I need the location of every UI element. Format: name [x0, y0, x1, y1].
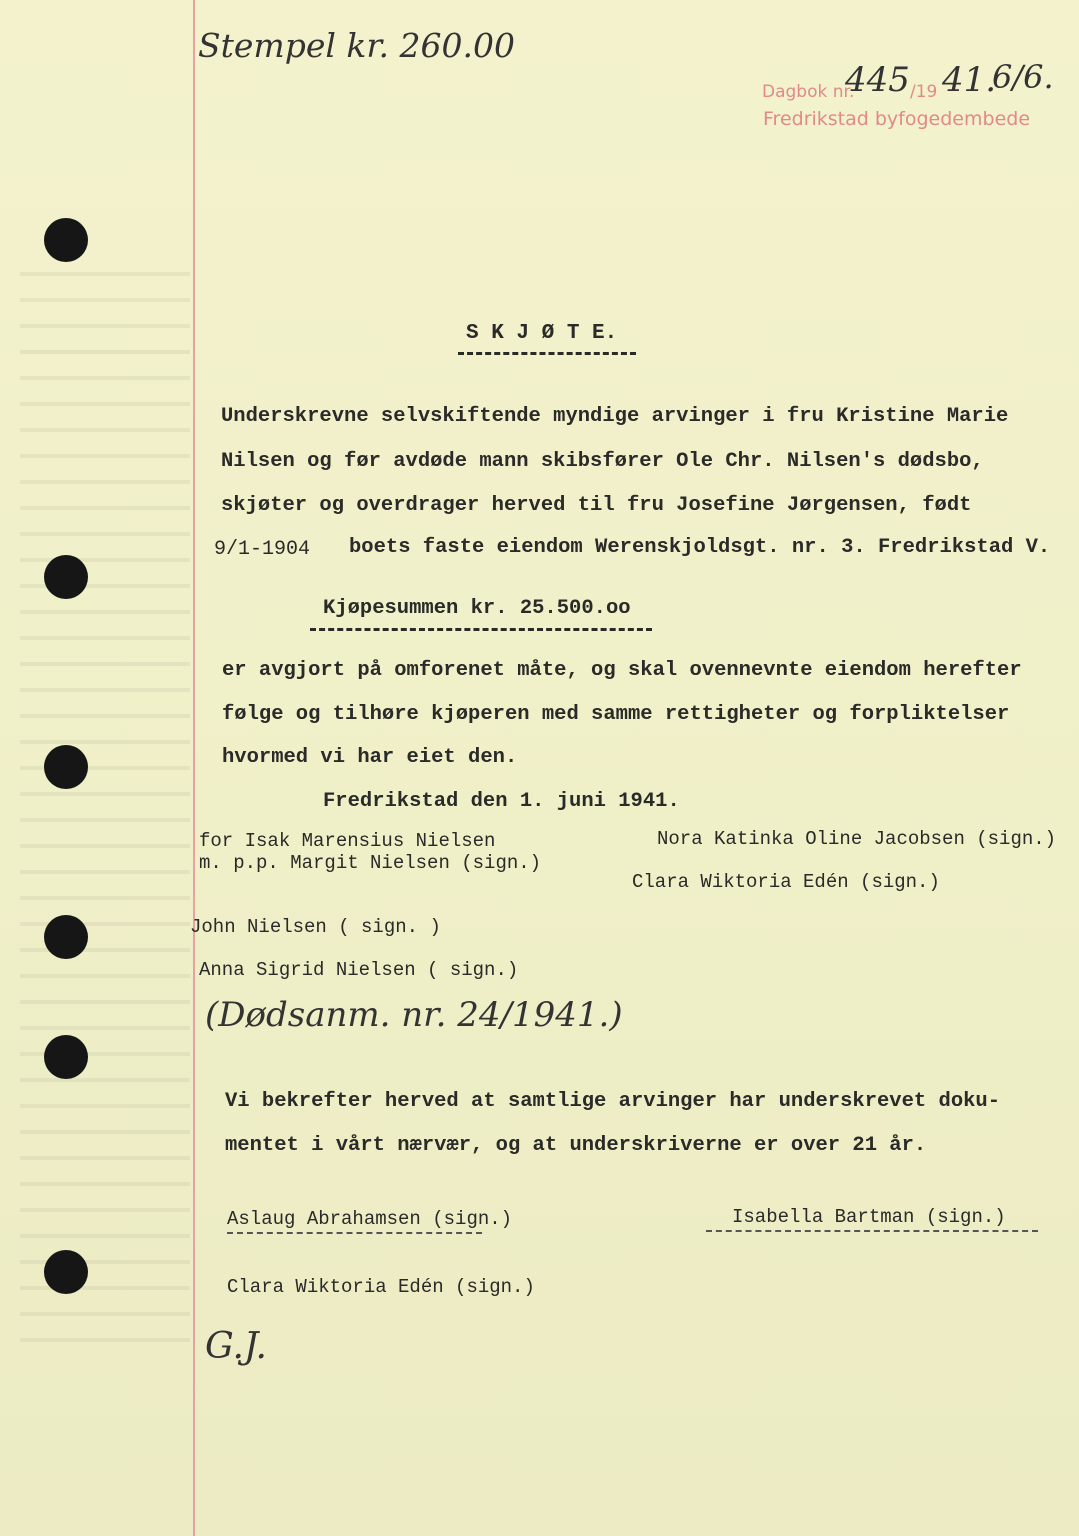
witness-signature: Clara Wiktoria Edén (sign.)	[227, 1276, 535, 1298]
punch-hole	[44, 555, 88, 599]
punch-hole	[44, 915, 88, 959]
signature-line: for Isak Marensius Nielsen	[199, 830, 496, 852]
signature-line: Anna Sigrid Nielsen ( sign.)	[199, 959, 519, 981]
signature-underline	[227, 1232, 482, 1234]
signature-line: John Nielsen ( sign. )	[190, 916, 441, 938]
purchase-price: Kjøpesummen kr. 25.500.oo	[323, 597, 631, 620]
signature-line: Clara Wiktoria Edén (sign.)	[632, 871, 940, 893]
office-stamp: Fredrikstad byfogedembede	[763, 108, 1031, 130]
stamp-fee-handwritten: Stempel kr. 260.00	[198, 26, 515, 65]
document-title: S K J Ø T E.	[466, 322, 618, 345]
birth-date: 9/1-1904	[214, 538, 311, 561]
dagbok-number: 445	[845, 60, 910, 100]
signature-line: Nora Katinka Oline Jacobsen (sign.)	[657, 828, 1057, 850]
margin-rule	[193, 0, 195, 1536]
signature-underline	[706, 1230, 1038, 1232]
signature-line: m. p.p. Margit Nielsen (sign.)	[199, 852, 542, 874]
title-underline	[458, 352, 636, 355]
dagbok-label: Dagbok nr.	[762, 82, 855, 102]
bleed-through-text	[20, 250, 190, 1350]
body-line: er avgjort på omforenet måte, og skal ovennevnte eiendom herefter	[222, 659, 1022, 682]
witness-line: mentet i vårt nærvær, og at underskriverne er over 21 år.	[225, 1134, 927, 1157]
body-line: Nilsen og før avdøde mann skibsfører Ole Chr. Nilsen's dødsbo,	[221, 450, 984, 473]
witness-line: Vi bekrefter herved at samtlige arvinger har underskrevet doku-	[225, 1090, 1001, 1113]
body-line: følge og tilhøre kjøperen med samme rettigheter og forpliktelser	[222, 703, 1010, 726]
dagbok-year-prefix: /19	[910, 82, 938, 102]
witness-signature: Aslaug Abrahamsen (sign.)	[227, 1208, 513, 1230]
punch-hole	[44, 218, 88, 262]
punch-hole	[44, 1035, 88, 1079]
place-date: Fredrikstad den 1. juni 1941.	[323, 790, 680, 813]
probate-note-handwritten: (Dødsanm. nr. 24/1941.)	[205, 995, 623, 1035]
initials-handwritten: G.J.	[205, 1326, 267, 1367]
body-line: boets faste eiendom Werenskjoldsgt. nr. 3. Fredrikstad V.	[349, 536, 1051, 559]
price-underline	[310, 628, 652, 631]
witness-signature: Isabella Bartman (sign.)	[732, 1206, 1006, 1228]
dagbok-year: 41.	[942, 60, 997, 100]
dagbok-date: 6/6.	[992, 58, 1054, 96]
body-line: Underskrevne selvskiftende myndige arvinger i fru Kristine Marie	[221, 405, 1009, 428]
body-line: skjøter og overdrager herved til fru Josefine Jørgensen, født	[221, 494, 972, 517]
body-line: hvormed vi har eiet den.	[222, 746, 518, 769]
punch-hole	[44, 745, 88, 789]
punch-hole	[44, 1250, 88, 1294]
